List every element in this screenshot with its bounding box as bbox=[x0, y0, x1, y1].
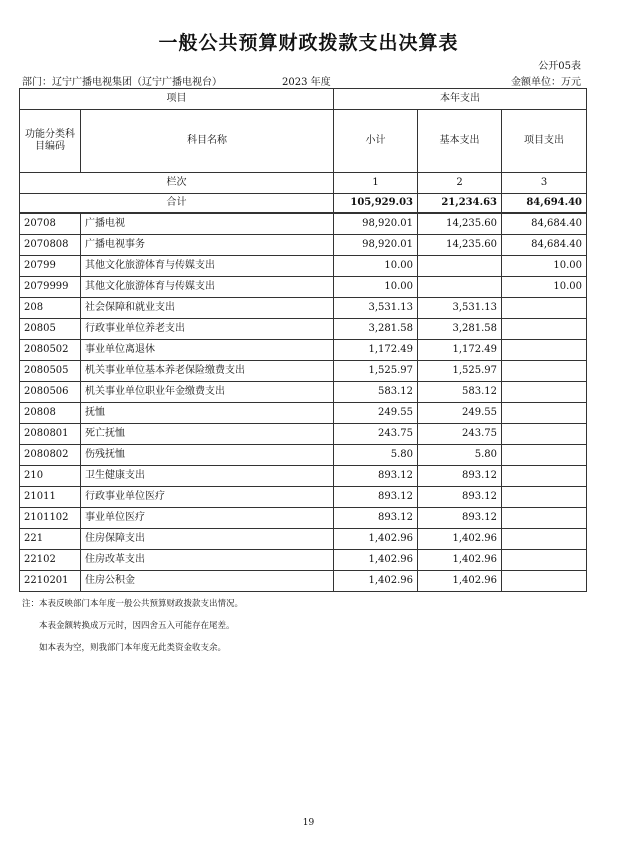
page-number: 19 bbox=[302, 818, 315, 828]
cell-code: 2210201 bbox=[20, 571, 81, 592]
cell-basic: 1,525.97 bbox=[418, 361, 502, 382]
header-subtotal: 小计 bbox=[334, 110, 418, 173]
cell-code: 208 bbox=[20, 298, 81, 319]
total-label: 合计 bbox=[20, 194, 334, 214]
cell-basic: 5.80 bbox=[418, 445, 502, 466]
cell-name: 抚恤 bbox=[81, 403, 334, 424]
cell-name: 事业单位离退休 bbox=[81, 340, 334, 361]
note-1: 注：本表反映部门本年度一般公共预算财政拨款支出情况。 bbox=[22, 599, 244, 609]
total-subtotal: 105,929.03 bbox=[334, 194, 418, 214]
table-row bbox=[20, 340, 587, 361]
cell-basic: 243.75 bbox=[418, 424, 502, 445]
table-row bbox=[20, 235, 587, 256]
cell-code: 2080506 bbox=[20, 382, 81, 403]
fiscal-year: 2023 年度 bbox=[282, 77, 331, 88]
cell-project bbox=[502, 445, 587, 466]
column-number-1: 1 bbox=[334, 173, 418, 194]
cell-basic: 1,402.96 bbox=[418, 529, 502, 550]
total-basic: 21,234.63 bbox=[418, 194, 502, 214]
cell-name: 社会保障和就业支出 bbox=[81, 298, 334, 319]
cell-subtotal: 1,402.96 bbox=[334, 550, 418, 571]
header-subject-name: 科目名称 bbox=[81, 110, 334, 173]
cell-project bbox=[502, 487, 587, 508]
cell-basic bbox=[418, 256, 502, 277]
cell-code: 2080502 bbox=[20, 340, 81, 361]
cell-code: 2079999 bbox=[20, 277, 81, 298]
header-code: 功能分类科目编码 bbox=[20, 110, 81, 173]
cell-basic: 1,172.49 bbox=[418, 340, 502, 361]
header-row-2 bbox=[20, 110, 587, 173]
column-number-2: 2 bbox=[418, 173, 502, 194]
cell-subtotal: 98,920.01 bbox=[334, 235, 418, 256]
notes bbox=[22, 597, 243, 663]
cell-name: 广播电视 bbox=[81, 213, 334, 235]
table-row bbox=[20, 403, 587, 424]
cell-name: 卫生健康支出 bbox=[81, 466, 334, 487]
cell-project: 10.00 bbox=[502, 256, 587, 277]
cell-project bbox=[502, 340, 587, 361]
header-row-column-numbers bbox=[20, 173, 587, 194]
cell-subtotal: 893.12 bbox=[334, 508, 418, 529]
cell-subtotal: 243.75 bbox=[334, 424, 418, 445]
cell-code: 221 bbox=[20, 529, 81, 550]
cell-project bbox=[502, 319, 587, 340]
cell-code: 21011 bbox=[20, 487, 81, 508]
cell-basic bbox=[418, 277, 502, 298]
note-3: 如本表为空，则我部门本年度无此类资金收支余。 bbox=[39, 643, 227, 653]
table-row bbox=[20, 571, 587, 592]
cell-name: 伤残抚恤 bbox=[81, 445, 334, 466]
amount-unit: 金额单位：万元 bbox=[511, 77, 581, 88]
cell-name: 其他文化旅游体育与传媒支出 bbox=[81, 256, 334, 277]
cell-subtotal: 583.12 bbox=[334, 382, 418, 403]
table-row bbox=[20, 487, 587, 508]
table-row bbox=[20, 445, 587, 466]
cell-basic: 1,402.96 bbox=[418, 571, 502, 592]
table-row bbox=[20, 361, 587, 382]
cell-project bbox=[502, 382, 587, 403]
table-row bbox=[20, 466, 587, 487]
cell-project bbox=[502, 298, 587, 319]
cell-code: 20808 bbox=[20, 403, 81, 424]
cell-basic: 3,281.58 bbox=[418, 319, 502, 340]
cell-name: 住房改革支出 bbox=[81, 550, 334, 571]
table-row bbox=[20, 382, 587, 403]
header-row-1 bbox=[20, 89, 587, 110]
cell-basic: 583.12 bbox=[418, 382, 502, 403]
cell-subtotal: 1,402.96 bbox=[334, 529, 418, 550]
header-current-year: 本年支出 bbox=[334, 89, 587, 110]
cell-subtotal: 893.12 bbox=[334, 466, 418, 487]
cell-name: 死亡抚恤 bbox=[81, 424, 334, 445]
cell-subtotal: 3,531.13 bbox=[334, 298, 418, 319]
cell-subtotal: 893.12 bbox=[334, 487, 418, 508]
cell-name: 事业单位医疗 bbox=[81, 508, 334, 529]
table-row bbox=[20, 508, 587, 529]
column-number-3: 3 bbox=[502, 173, 587, 194]
total-project: 84,694.40 bbox=[502, 194, 587, 214]
cell-subtotal: 10.00 bbox=[334, 277, 418, 298]
cell-basic: 1,402.96 bbox=[418, 550, 502, 571]
cell-basic: 14,235.60 bbox=[418, 213, 502, 235]
cell-name: 广播电视事务 bbox=[81, 235, 334, 256]
table-row bbox=[20, 424, 587, 445]
cell-name: 住房保障支出 bbox=[81, 529, 334, 550]
cell-name: 行政事业单位医疗 bbox=[81, 487, 334, 508]
table-row bbox=[20, 529, 587, 550]
table-row bbox=[20, 550, 587, 571]
cell-basic: 3,531.13 bbox=[418, 298, 502, 319]
cell-name: 机关事业单位职业年金缴费支出 bbox=[81, 382, 334, 403]
cell-code: 22102 bbox=[20, 550, 81, 571]
table-row bbox=[20, 256, 587, 277]
cell-subtotal: 3,281.58 bbox=[334, 319, 418, 340]
header-column-label: 栏次 bbox=[20, 173, 334, 194]
cell-project bbox=[502, 424, 587, 445]
cell-code: 2070808 bbox=[20, 235, 81, 256]
note-2: 本表金额转换成万元时，因四舍五入可能存在尾差。 bbox=[39, 621, 235, 631]
cell-project bbox=[502, 550, 587, 571]
table-row bbox=[20, 213, 587, 235]
cell-basic: 893.12 bbox=[418, 487, 502, 508]
expenditure-table bbox=[19, 88, 587, 592]
cell-code: 210 bbox=[20, 466, 81, 487]
cell-project bbox=[502, 403, 587, 424]
header-project-expenditure: 项目支出 bbox=[502, 110, 587, 173]
cell-project bbox=[502, 529, 587, 550]
header-project: 项目 bbox=[20, 89, 334, 110]
cell-basic: 249.55 bbox=[418, 403, 502, 424]
cell-basic: 14,235.60 bbox=[418, 235, 502, 256]
table-row bbox=[20, 277, 587, 298]
cell-project bbox=[502, 508, 587, 529]
cell-subtotal: 249.55 bbox=[334, 403, 418, 424]
cell-project: 84,684.40 bbox=[502, 235, 587, 256]
cell-project: 10.00 bbox=[502, 277, 587, 298]
cell-name: 住房公积金 bbox=[81, 571, 334, 592]
cell-name: 行政事业单位养老支出 bbox=[81, 319, 334, 340]
form-code: 公开05表 bbox=[538, 61, 581, 72]
total-row bbox=[20, 194, 587, 214]
page-title: 一般公共预算财政拨款支出决算表 bbox=[158, 32, 459, 54]
cell-subtotal: 1,402.96 bbox=[334, 571, 418, 592]
cell-name: 其他文化旅游体育与传媒支出 bbox=[81, 277, 334, 298]
cell-name: 机关事业单位基本养老保险缴费支出 bbox=[81, 361, 334, 382]
cell-code: 2080505 bbox=[20, 361, 81, 382]
cell-code: 20799 bbox=[20, 256, 81, 277]
cell-subtotal: 5.80 bbox=[334, 445, 418, 466]
cell-subtotal: 1,172.49 bbox=[334, 340, 418, 361]
cell-subtotal: 1,525.97 bbox=[334, 361, 418, 382]
cell-subtotal: 98,920.01 bbox=[334, 213, 418, 235]
cell-code: 2080802 bbox=[20, 445, 81, 466]
cell-project bbox=[502, 571, 587, 592]
cell-basic: 893.12 bbox=[418, 466, 502, 487]
table-row bbox=[20, 298, 587, 319]
table-row bbox=[20, 319, 587, 340]
cell-code: 20708 bbox=[20, 213, 81, 235]
cell-subtotal: 10.00 bbox=[334, 256, 418, 277]
header-basic: 基本支出 bbox=[418, 110, 502, 173]
cell-code: 2080801 bbox=[20, 424, 81, 445]
cell-code: 20805 bbox=[20, 319, 81, 340]
cell-project bbox=[502, 466, 587, 487]
cell-project bbox=[502, 361, 587, 382]
department-label: 部门：辽宁广播电视集团（辽宁广播电视台） bbox=[22, 77, 222, 88]
cell-basic: 893.12 bbox=[418, 508, 502, 529]
cell-code: 2101102 bbox=[20, 508, 81, 529]
cell-project: 84,684.40 bbox=[502, 213, 587, 235]
